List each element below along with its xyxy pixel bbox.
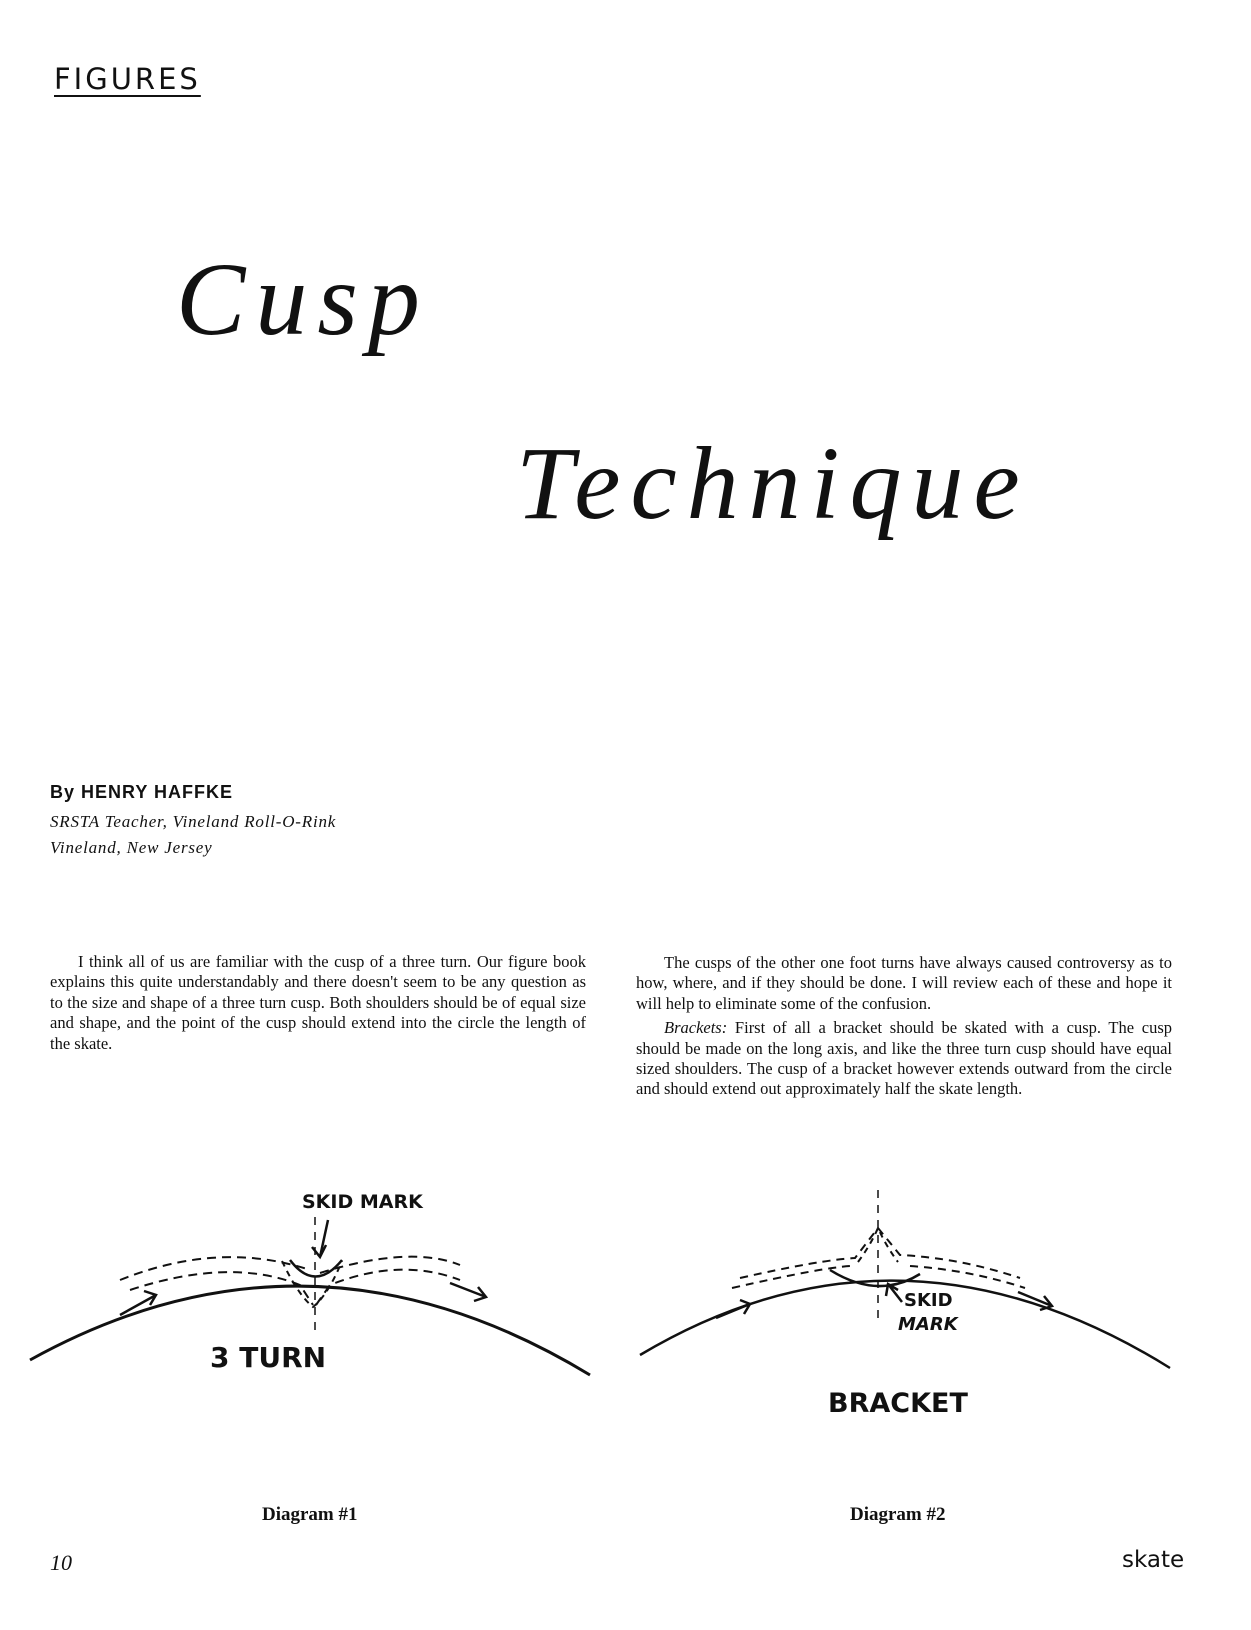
article-paragraph-intro: I think all of us are familiar with the cusp of a three turn. Our figure book explains this quite understandably and there doesn't seem to be any question as to the size and shape of a three turn cusp. Both shoulders should be of equal size and shape, and the point of the cusp should extend into the circle the length of the skate. <box>50 952 586 1053</box>
skid-mark-label: SKID MARK <box>302 1191 423 1213</box>
dashed-entry-outer <box>120 1257 310 1280</box>
diagram-three-turn <box>20 1185 600 1415</box>
dashed-entry-inner <box>130 1272 313 1305</box>
dashed-exit-outer <box>878 1228 1020 1278</box>
direction-arrow-right <box>450 1283 486 1301</box>
mark-label: MARK <box>898 1314 958 1335</box>
page-number: 10 <box>50 1550 72 1575</box>
article-column-right <box>636 953 1172 1104</box>
magazine-name: skate <box>1122 1547 1185 1573</box>
skid-label: SKID <box>904 1290 953 1311</box>
brackets-body: First of all a bracket should be skated with a cusp. The cusp should be made on the long axis, and like the three turn cusp should have equal sized shoulders. The cusp of a bracket however extends outward from the circle and should extend out approximately half the skate length. <box>636 1018 1172 1099</box>
bracket-label: BRACKET <box>828 1388 968 1419</box>
diagram-1-caption: Diagram #1 <box>262 1504 358 1525</box>
title-line-2: Technique <box>516 426 1030 541</box>
article-column-left <box>50 952 586 1058</box>
article-paragraph-brackets <box>636 1018 1172 1100</box>
title-line-1: Cusp <box>176 242 430 357</box>
dashed-exit-inner <box>910 1266 1025 1288</box>
section-label: FIGURES <box>54 62 201 96</box>
brackets-lead-in: Brackets: <box>664 1018 728 1038</box>
skid-mark <box>290 1260 342 1277</box>
author-affiliation-line-1: SRSTA Teacher, Vineland Roll-O-Rink <box>50 812 337 831</box>
author-byline: By HENRY HAFFKE <box>50 782 234 802</box>
skid-arrow <box>886 1284 902 1302</box>
diagram-bracket <box>620 1190 1180 1430</box>
dashed-exit-outer <box>320 1257 460 1273</box>
diagram-2-caption: Diagram #2 <box>850 1504 946 1525</box>
three-turn-label: 3 TURN <box>210 1341 327 1374</box>
author-affiliation-line-2: Vineland, New Jersey <box>50 838 213 857</box>
article-paragraph-controversy: The cusps of the other one foot turns have always caused controversy as to how, where, and if they should be done. I will review each of these and hope it will help to eliminate some of the confusion. <box>636 953 1172 1013</box>
dashed-entry-outer <box>740 1228 878 1278</box>
